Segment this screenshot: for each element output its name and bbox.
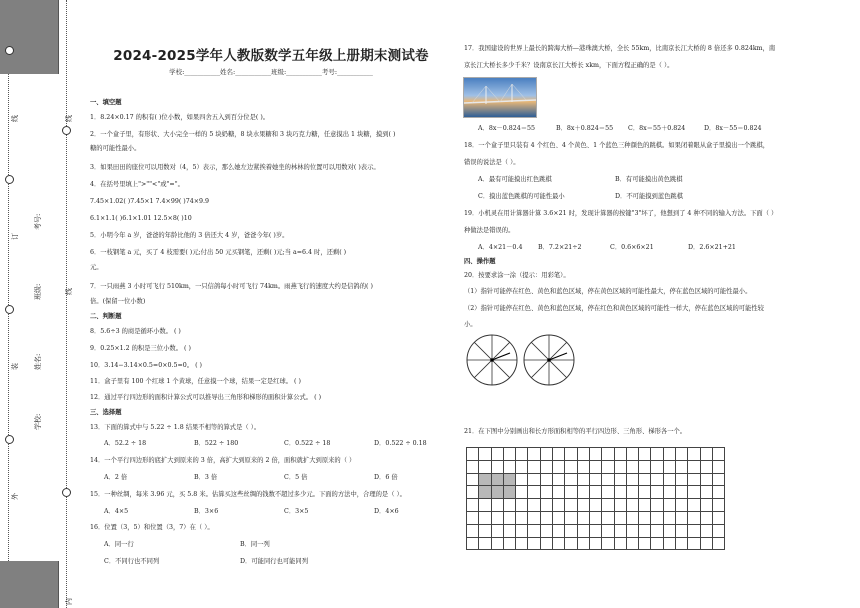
grid-cell[interactable]	[639, 537, 651, 550]
grid-cell[interactable]	[614, 460, 626, 473]
question-17: 17．我国建设的世界上最长的跨海大桥—港珠澳大桥，全长 55km，比南京长江大桥的 8 倍还多 0.824km，南	[464, 45, 776, 52]
q16-option-b: B．同一列	[240, 541, 270, 548]
grid-cell[interactable]	[614, 448, 626, 461]
grid-cell[interactable]	[553, 460, 565, 473]
q16-option-a: A．同一行	[104, 541, 134, 548]
q16-option-d: D．可能同行也可能同列	[240, 558, 309, 565]
grid-cell[interactable]	[712, 499, 724, 512]
binding-hole	[62, 126, 71, 135]
q19-option-c: C．0.6×6×21	[610, 244, 654, 251]
binding-strip-bottom	[0, 561, 59, 608]
grid-cell[interactable]	[688, 524, 700, 537]
grid-cell[interactable]	[626, 486, 638, 499]
question-19: 19．小机灵在用计算器计算 3.6×21 时，发现计算器的按键"3"坏了，他想到了 4 种不同的输入方法。下面（ ）	[464, 210, 778, 217]
grid-cell[interactable]	[491, 460, 503, 473]
grid-cell[interactable]	[467, 448, 479, 461]
grid-cell[interactable]	[712, 524, 724, 537]
grid-cell[interactable]	[626, 499, 638, 512]
mark-inner: 内	[65, 598, 73, 605]
grid-cell[interactable]	[712, 486, 724, 499]
grid-cell[interactable]	[553, 537, 565, 550]
question-5: 5．小明今年 a 岁，爸爸的年龄比他的 3 倍还大 4 岁，爸爸今年( )岁。	[90, 232, 289, 239]
binding-hole	[5, 305, 14, 314]
q15-option-a: A．4×5	[104, 508, 129, 515]
grid-cell[interactable]	[651, 511, 663, 524]
grid-cell[interactable]	[700, 524, 712, 537]
grid-cell[interactable]	[491, 499, 503, 512]
grid-cell[interactable]	[712, 537, 724, 550]
page-title: 2024-2025学年人教版数学五年级上册期末测试卷	[113, 48, 429, 64]
q14-option-c: C．5 倍	[284, 474, 308, 481]
label-class: 班级:	[34, 283, 42, 300]
question-16: 16．位置（3，5）和位置（3，7）在（ ）。	[90, 524, 214, 531]
grid-cell[interactable]	[626, 448, 638, 461]
grid-cell[interactable]	[676, 473, 688, 486]
grid-cell[interactable]	[663, 460, 675, 473]
grid-cell[interactable]	[553, 524, 565, 537]
grid-cell[interactable]	[626, 460, 638, 473]
grid-cell[interactable]	[602, 524, 614, 537]
grid-cell[interactable]	[639, 460, 651, 473]
binding-hole	[62, 488, 71, 497]
cut-line-inner	[66, 0, 67, 608]
q13-option-d: D．0.522 ÷ 0.18	[374, 440, 427, 447]
question-4-row2: 6.1×1.1( )6.1×1.01 12.5×8( )10	[90, 215, 192, 222]
grid-cell[interactable]	[577, 499, 589, 512]
question-15: 15．一种丝绸，每米 3.96 元，买 5.8 米。估算买这些丝绸的钱数不超过多少元。下面的方法中，合理的是（ ）。	[90, 491, 406, 498]
grid-cell[interactable]	[676, 448, 688, 461]
grid-cell[interactable]	[676, 537, 688, 550]
grid-cell[interactable]	[589, 460, 601, 473]
question-6-cont: 元。	[90, 264, 103, 271]
question-18: 18．一个盒子里只装有 4 个红色、4 个黄色、1 个蓝色三种颜色的跳棋。如果闭着眼从盒子里摸出一个跳棋，	[464, 142, 770, 149]
section-operation: 四、操作题	[464, 258, 496, 265]
q18-option-c: C．摸出蓝色跳棋的可能性最小	[478, 193, 565, 200]
grid-cell[interactable]	[528, 511, 540, 524]
grid-cell[interactable]	[491, 511, 503, 524]
q16-option-c: C．不同行也不同列	[104, 558, 160, 565]
grid-cell[interactable]	[479, 486, 491, 499]
question-7-cont: 倍。(保留一位小数)	[90, 298, 146, 305]
grid-cell[interactable]	[491, 473, 503, 486]
grid-cell[interactable]	[528, 460, 540, 473]
grid-cell[interactable]	[577, 511, 589, 524]
label-exam-number: 考号:	[34, 213, 42, 230]
grid-cell[interactable]	[540, 537, 552, 550]
q17-option-d: D．8x－55＝0.824	[704, 125, 762, 132]
grid-cell[interactable]	[528, 537, 540, 550]
question-2-cont: 糖的可能性最小。	[90, 145, 141, 152]
grid-cell[interactable]	[479, 511, 491, 524]
grid-cell[interactable]	[651, 537, 663, 550]
grid-cell[interactable]	[651, 486, 663, 499]
grid-cell[interactable]	[467, 524, 479, 537]
grid-cell[interactable]	[676, 524, 688, 537]
grid-cell[interactable]	[712, 460, 724, 473]
grid-cell[interactable]	[503, 448, 515, 461]
grid-cell[interactable]	[577, 473, 589, 486]
question-7: 7．一只雨燕 3 小时可飞行 510km，一只信鸽每小时可飞行 74km。雨燕飞行的速度大约是信鸽的( )	[90, 283, 373, 290]
grid-cell[interactable]	[589, 537, 601, 550]
question-18-cont: 错误的说法是（ ）。	[464, 159, 520, 166]
question-17-cont: 京长江大桥长多少千米？设南京长江大桥长 xkm，下面方程正确的是（ ）。	[464, 62, 674, 69]
q19-option-b: B．7.2×21÷2	[538, 244, 582, 251]
grid-cell[interactable]	[577, 524, 589, 537]
binding-hole	[5, 435, 14, 444]
grid-cell[interactable]	[491, 486, 503, 499]
q19-option-d: D．2.6×21+21	[688, 244, 736, 251]
grid-cell[interactable]	[688, 511, 700, 524]
grid-cell[interactable]	[577, 486, 589, 499]
grid-cell[interactable]	[467, 511, 479, 524]
grid-cell[interactable]	[467, 460, 479, 473]
grid-cell[interactable]	[565, 448, 577, 461]
question-20-part2-cont: 小。	[464, 321, 477, 328]
grid-cell[interactable]	[663, 511, 675, 524]
grid-cell[interactable]	[491, 524, 503, 537]
question-20-part2: （2）指针可能停在红色、黄色和蓝色区域，停在红色和黄色区域的可能性一样大，停在蓝色区域的可能性较	[464, 305, 764, 312]
grid-cell[interactable]	[516, 524, 528, 537]
grid-cell[interactable]	[614, 537, 626, 550]
grid-cell[interactable]	[553, 511, 565, 524]
grid-cell[interactable]	[528, 473, 540, 486]
grid-cell[interactable]	[540, 448, 552, 461]
grid-cell[interactable]	[565, 524, 577, 537]
grid-cell[interactable]	[503, 511, 515, 524]
grid-cell[interactable]	[651, 460, 663, 473]
grid-cell[interactable]	[577, 460, 589, 473]
grid-cell[interactable]	[639, 511, 651, 524]
grid-cell[interactable]	[700, 448, 712, 461]
grid-cell[interactable]	[688, 537, 700, 550]
question-13: 13．下面的算式中与 5.22 ÷ 1.8 结果不相等的算式是（ ）。	[90, 424, 261, 431]
grid-cell[interactable]	[700, 473, 712, 486]
section-multiple-choice: 三、选择题	[90, 409, 122, 416]
grid-cell[interactable]	[479, 499, 491, 512]
question-4-row1: 7.45×1.02( )7.45×1 7.4×99( )74×9.9	[90, 198, 210, 205]
grid-cell[interactable]	[676, 486, 688, 499]
student-info-line: 学校:___________姓名:___________班级:___________考号:___________	[169, 68, 373, 76]
label-school: 学校:	[34, 413, 42, 430]
section-fill-blank: 一、填空题	[90, 99, 122, 106]
grid-cell[interactable]	[663, 524, 675, 537]
grid-cell[interactable]	[516, 486, 528, 499]
grid-cell[interactable]	[540, 524, 552, 537]
grid-cell[interactable]	[516, 499, 528, 512]
grid-cell[interactable]	[602, 448, 614, 461]
grid-cell[interactable]	[589, 511, 601, 524]
grid-cell[interactable]	[651, 473, 663, 486]
grid-cell[interactable]	[639, 524, 651, 537]
grid-cell[interactable]	[712, 473, 724, 486]
grid-cell[interactable]	[712, 511, 724, 524]
binding-hole	[5, 175, 14, 184]
grid-cell[interactable]	[688, 499, 700, 512]
grid-cell[interactable]	[553, 448, 565, 461]
grid-cell[interactable]	[700, 537, 712, 550]
q15-option-c: C．3×5	[284, 508, 309, 515]
question-12: 12．通过平行四边形的面积计算公式可以推导出三角形和梯形的面积计算公式。 ( )	[90, 394, 322, 401]
spinner-2[interactable]	[523, 334, 575, 386]
grid-cell[interactable]	[651, 499, 663, 512]
grid-cell[interactable]	[479, 460, 491, 473]
mark-line: 线	[65, 288, 73, 295]
binding-strip-top	[0, 0, 59, 74]
question-14: 14．一个平行四边形的底扩大到原来的 3 倍，高扩大到原来的 2 倍，面积就扩大到原来的（ ）	[90, 457, 356, 464]
grid-cell[interactable]	[700, 511, 712, 524]
grid-cell[interactable]	[516, 473, 528, 486]
label-name: 姓名:	[34, 353, 42, 370]
mark-outer: 外	[11, 493, 19, 500]
grid-cell[interactable]	[663, 499, 675, 512]
grid-cell[interactable]	[676, 499, 688, 512]
q13-option-b: B．522 ÷ 180	[194, 440, 239, 447]
grid-cell[interactable]	[663, 473, 675, 486]
q17-option-c: C．8x＝55＋0.824	[628, 125, 686, 132]
grid-cell[interactable]	[540, 486, 552, 499]
question-20: 20．按要求涂一涂（提示：用彩笔）。	[464, 272, 570, 279]
mark-order: 订	[11, 233, 19, 240]
q17-option-b: B．8x＋0.824＝55	[556, 125, 614, 132]
grid-cell[interactable]	[639, 486, 651, 499]
grid-cell[interactable]	[589, 499, 601, 512]
question-1: 1．8.24×0.17 的积有( )位小数，如果四舍五入到百分位是( )。	[90, 114, 270, 121]
question-2: 2．一个盒子里，有形状、大小完全一样的 5 块奶糖，8 块水果糖和 3 块巧克力糖，任意摸出 1 块糖，摸到( )	[90, 131, 396, 138]
q15-option-d: D．4×6	[374, 508, 399, 515]
grid-cell[interactable]	[700, 486, 712, 499]
grid-cell[interactable]	[602, 460, 614, 473]
grid-cell[interactable]	[651, 448, 663, 461]
grid-cell[interactable]	[491, 448, 503, 461]
grid-cell[interactable]	[553, 499, 565, 512]
grid-cell[interactable]	[589, 473, 601, 486]
mark-line: 线	[65, 115, 73, 122]
grid-cell[interactable]	[676, 511, 688, 524]
bridge-illustration	[464, 78, 536, 117]
grid-cell[interactable]	[602, 486, 614, 499]
grid-cell[interactable]	[503, 524, 515, 537]
grid-cell[interactable]	[626, 537, 638, 550]
binding-hole	[5, 46, 14, 55]
grid-cell[interactable]	[479, 473, 491, 486]
q18-option-d: D．不可能摸到蓝色跳棋	[615, 193, 684, 200]
grid-cell[interactable]	[712, 448, 724, 461]
grid-cell[interactable]	[626, 473, 638, 486]
grid-cell[interactable]	[602, 511, 614, 524]
question-10: 10．3.14−3.14×0.5=0×0.5=0。 ( )	[90, 362, 202, 369]
grid-cell[interactable]	[688, 473, 700, 486]
grid-cell[interactable]	[503, 486, 515, 499]
q15-option-b: B．3×6	[194, 508, 219, 515]
grid-cell[interactable]	[589, 486, 601, 499]
question-9: 9．0.25×1.2 的积是三位小数。 ( )	[90, 345, 191, 352]
grid-cell[interactable]	[479, 524, 491, 537]
grid-cell[interactable]	[565, 511, 577, 524]
grid-cell[interactable]	[528, 524, 540, 537]
question-8: 8．5.6÷3 的商是循环小数。 ( )	[90, 328, 181, 335]
grid-cell[interactable]	[700, 460, 712, 473]
q17-option-a: A．8x－0.824＝55	[478, 125, 536, 132]
grid-cell[interactable]	[602, 499, 614, 512]
grid-cell[interactable]	[565, 473, 577, 486]
q14-option-d: D．6 倍	[374, 474, 398, 481]
grid-cell[interactable]	[614, 486, 626, 499]
q19-option-a: A．4×21－0.4	[478, 244, 523, 251]
grid-cell[interactable]	[626, 524, 638, 537]
grid-cell[interactable]	[528, 486, 540, 499]
grid-cell[interactable]	[479, 448, 491, 461]
grid-cell[interactable]	[589, 524, 601, 537]
grid-cell[interactable]	[503, 537, 515, 550]
question-20-part1: （1）指针可能停在红色、黄色和蓝色区域，停在黄色区域的可能性最大，停在蓝色区域的可能性最小。	[464, 288, 752, 295]
grid-cell[interactable]	[602, 473, 614, 486]
grid-cell[interactable]	[516, 537, 528, 550]
grid-cell[interactable]	[577, 448, 589, 461]
grid-cell[interactable]	[467, 473, 479, 486]
grid-cell[interactable]	[602, 537, 614, 550]
q14-option-a: A．2 倍	[104, 474, 128, 481]
grid-cell[interactable]	[614, 499, 626, 512]
grid-cell[interactable]	[626, 511, 638, 524]
q13-option-c: C．0.522 ÷ 18	[284, 440, 331, 447]
question-21: 21．在下图中分别画出和长方形面积相等的平行四边形、三角形、梯形各一个。	[464, 428, 687, 435]
grid-cell[interactable]	[589, 448, 601, 461]
grid-cell[interactable]	[540, 499, 552, 512]
grid-cell[interactable]	[467, 499, 479, 512]
grid-cell[interactable]	[663, 537, 675, 550]
grid-cell[interactable]	[639, 448, 651, 461]
grid-cell[interactable]	[553, 473, 565, 486]
grid-cell[interactable]	[516, 460, 528, 473]
cut-line-outer	[8, 74, 9, 561]
grid-cell[interactable]	[688, 486, 700, 499]
grid-cell[interactable]	[565, 486, 577, 499]
question-19-cont: 种做法是错误的。	[464, 227, 515, 234]
section-true-false: 二、判断题	[90, 313, 122, 320]
q18-option-b: B．有可能摸出黄色跳棋	[615, 176, 683, 183]
grid-cell[interactable]	[577, 537, 589, 550]
question-11: 11．盒子里有 100 个红球 1 个黄球，任意摸一个球，结果一定是红球。 ( )	[90, 378, 301, 385]
grid-cell[interactable]	[663, 448, 675, 461]
grid-cell[interactable]	[503, 473, 515, 486]
mark-line: 线	[11, 115, 19, 122]
grid-table	[466, 447, 725, 550]
grid-cell[interactable]	[639, 499, 651, 512]
drawing-grid[interactable]	[466, 447, 725, 550]
grid-cell[interactable]	[540, 511, 552, 524]
grid-cell[interactable]	[663, 486, 675, 499]
grid-cell[interactable]	[467, 486, 479, 499]
grid-cell[interactable]	[639, 473, 651, 486]
question-6: 6．一枝钢笔 a 元，买了 4 枝需要( )元;付出 50 元买钢笔，还剩( )元;当 a=6.4 时，还剩( )	[90, 249, 347, 256]
grid-cell[interactable]	[467, 537, 479, 550]
grid-cell[interactable]	[516, 511, 528, 524]
grid-cell[interactable]	[565, 537, 577, 550]
binding-margin	[0, 0, 73, 608]
question-4: 4．在括号里填上">""<"或"="。	[90, 181, 184, 188]
grid-cell[interactable]	[676, 460, 688, 473]
q18-option-a: A．最有可能摸出红色跳棋	[478, 176, 552, 183]
grid-cell[interactable]	[700, 499, 712, 512]
grid-cell[interactable]	[688, 460, 700, 473]
q14-option-b: B．3 倍	[194, 474, 218, 481]
grid-cell[interactable]	[516, 448, 528, 461]
grid-cell[interactable]	[651, 524, 663, 537]
question-3: 3．如果田田的座位可以用数对（4，5）表示，那么她左边紧挨着她坐的林林的位置可以用数对( )表示。	[90, 164, 380, 171]
grid-cell[interactable]	[688, 448, 700, 461]
spinner-1[interactable]	[466, 334, 518, 386]
grid-cell[interactable]	[540, 460, 552, 473]
grid-cell[interactable]	[614, 511, 626, 524]
grid-cell[interactable]	[540, 473, 552, 486]
grid-cell[interactable]	[614, 473, 626, 486]
grid-cell[interactable]	[503, 499, 515, 512]
grid-cell[interactable]	[503, 460, 515, 473]
grid-cell[interactable]	[528, 448, 540, 461]
grid-cell[interactable]	[528, 499, 540, 512]
bridge-photo	[463, 77, 537, 118]
grid-cell[interactable]	[491, 537, 503, 550]
grid-cell[interactable]	[553, 486, 565, 499]
grid-cell[interactable]	[565, 499, 577, 512]
grid-cell[interactable]	[614, 524, 626, 537]
grid-cell[interactable]	[565, 460, 577, 473]
mark-bind: 装	[11, 363, 19, 370]
q13-option-a: A．52.2 ÷ 18	[104, 440, 147, 447]
grid-cell[interactable]	[479, 537, 491, 550]
